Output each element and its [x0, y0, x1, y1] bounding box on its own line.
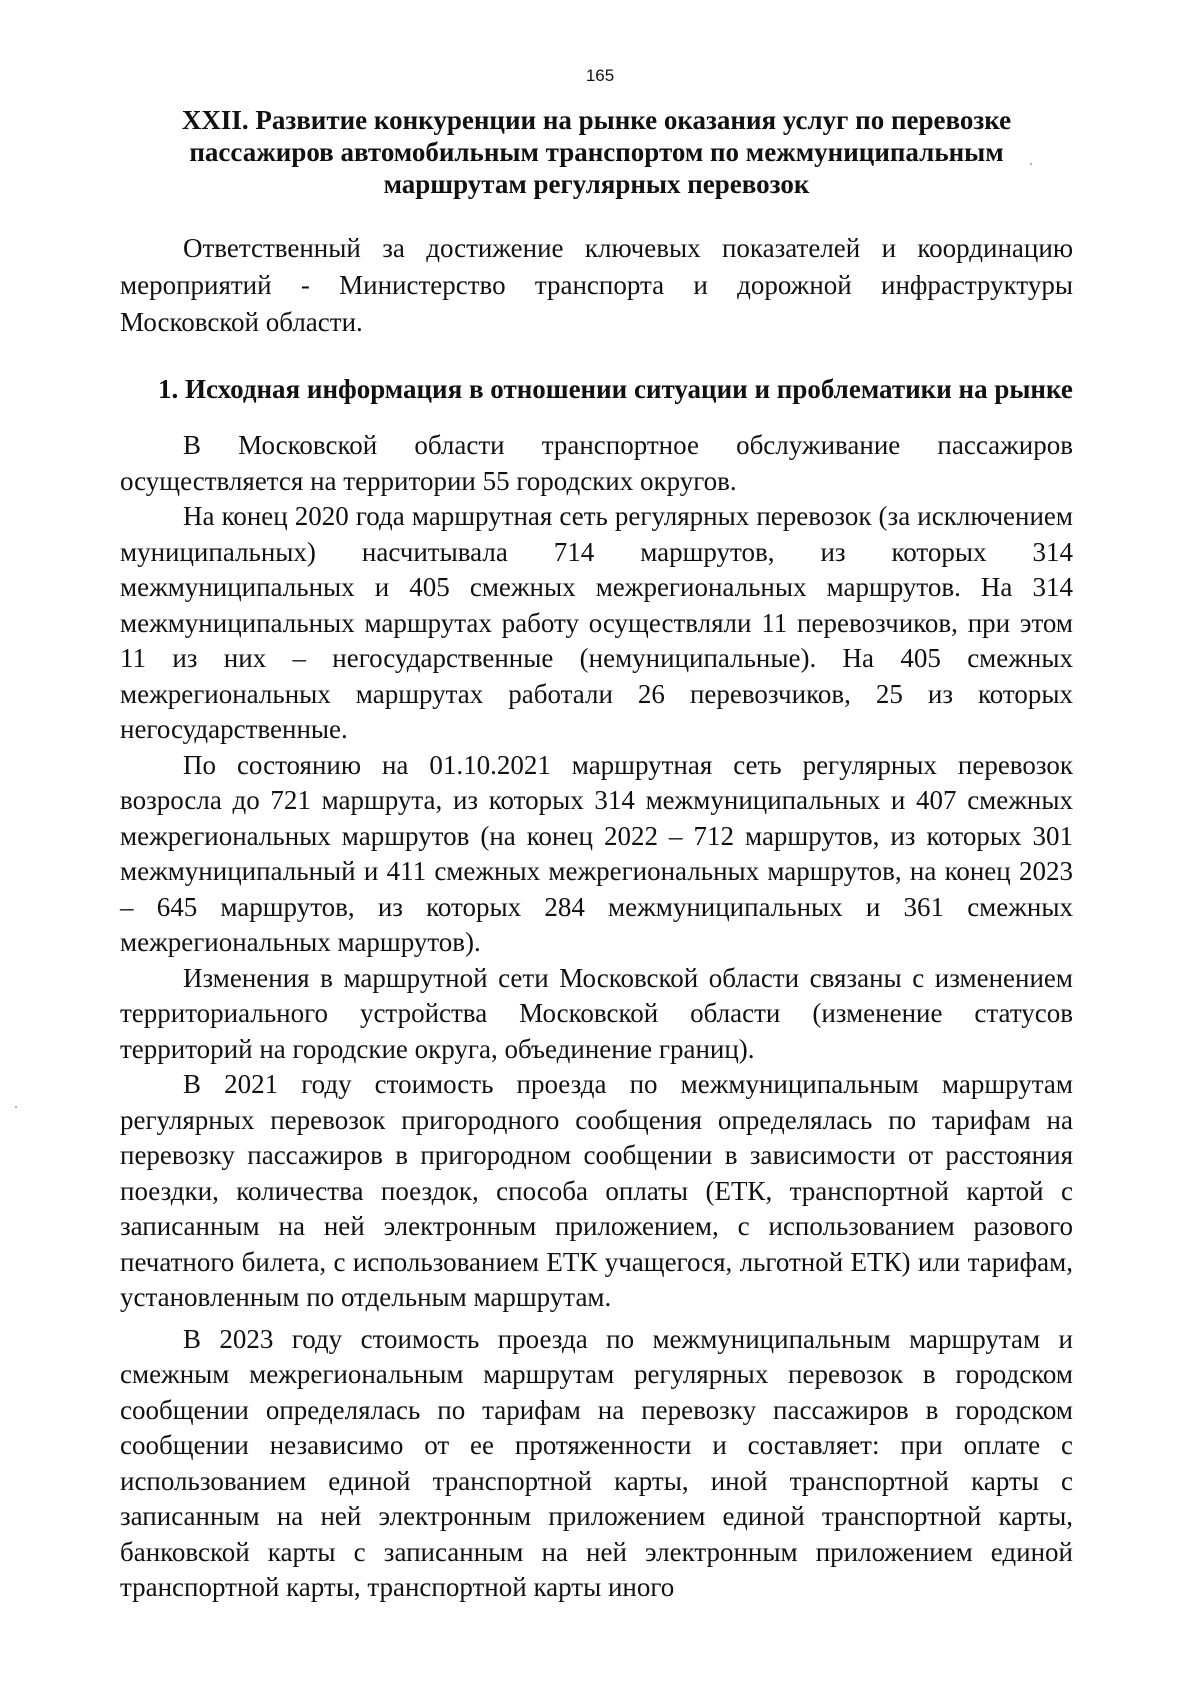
paragraph-network-2020: На конец 2020 года маршрутная сеть регулярных перевозок (за исключением муниципальных) насчитывала 714 маршрутов, из которых 314 межмуниципальных и 405 смежных межрегиональных маршрутов. На 314 межмуниципальных маршрутах работу осуществляли 11 перевозчиков, при этом 11 из них – негосударственные (немуниципальные). На 405 смежных межрегиональных маршрутах работали 26 перевозчиков, 25 из которых негосударственные.	[120, 501, 1073, 744]
subsection-title: 1. Исходная информация в отношении ситуации и проблематики на рынке	[158, 374, 1073, 404]
scan-speck	[15, 1106, 17, 1108]
section-title: XXII. Развитие конкуренции на рынке оказания услуг по перевозке пассажиров автомобильным транспортом по межмуниципальным маршрутам регулярных перевозок	[181, 105, 1012, 199]
paragraph-districts: В Московской области транспортное обслуживание пассажиров осуществляется на территории 55 городских округов.	[120, 430, 1073, 496]
paragraph-fares-2023: В 2023 году стоимость проезда по межмуниципальным маршрутам и смежным межрегиональным маршрутам регулярных перевозок в городском сообщении определялась по тарифам на перевозку пассажиров в городском сообщении независимо от ее протяженности и составляет: при оплате с использованием единой транспортной карты, иной транспортной карты с записанным на ней электронным приложением единой транспортной карты, банковской карты с записанным на ней электронным приложением единой транспортной карты, транспортной карты иного	[120, 1323, 1073, 1602]
paragraph-fares-2021: В 2021 году стоимость проезда по межмуниципальным маршрутам регулярных перевозок пригородного сообщения определялась по тарифам на перевозку пассажиров в пригородном сообщении в зависимости от расстояния поездки, количества поездок, способа оплаты (ЕТК, транспортной картой с записанным на ней электронным приложением, с использованием разового печатного билета, с использованием ЕТК учащегося, льготной ЕТК) или тарифам, установленным по отдельным маршрутам.	[120, 1069, 1073, 1312]
page-content	[120, 104, 1073, 1606]
scan-speck	[1030, 163, 1032, 165]
paragraph-network-changes: Изменения в маршрутной сети Московской области связаны с изменением территориального устройства Московской области (изменение статусов территорий на городские округа, объединение границ).	[120, 962, 1073, 1064]
page-number: 165	[585, 66, 615, 85]
responsible-statement: Ответственный за достижение ключевых показателей и координацию мероприятий - Министерство транспорта и дорожной инфраструктуры Московской области.	[120, 233, 1073, 337]
paragraph-network-2021: По состоянию на 01.10.2021 маршрутная сеть регулярных перевозок возросла до 721 маршрута, из которых 314 межмуниципальных и 407 смежных межрегиональных маршрутов (на конец 2022 – 712 маршрутов, из которых 301 межмуниципальный и 411 смежных межрегиональных маршрутов, на конец 2023 – 645 маршрутов, из которых 284 межмуниципальных и 361 смежных межрегиональных маршрутов).	[120, 749, 1073, 957]
